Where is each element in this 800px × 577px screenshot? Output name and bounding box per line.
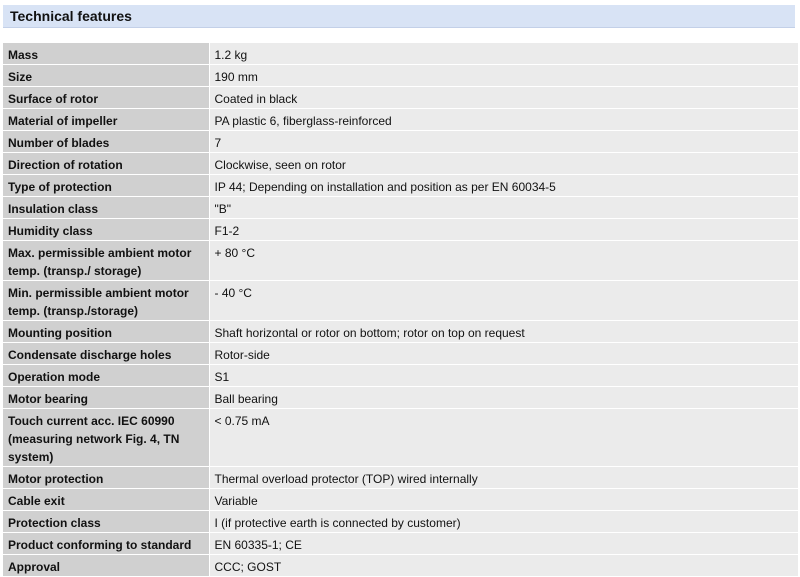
spec-value: 1.2 kg [209,43,798,65]
spec-label: Motor bearing [3,387,209,409]
spec-value: Shaft horizontal or rotor on bottom; rotor on top on request [209,321,798,343]
spec-value: PA plastic 6, fiberglass-reinforced [209,109,798,131]
table-row [3,175,798,197]
table-row [3,511,798,533]
spec-label: Protection class [3,511,209,533]
spec-value: IP 44; Depending on installation and position as per EN 60034-5 [209,175,798,197]
table-row [3,321,798,343]
spec-label: Condensate discharge holes [3,343,209,365]
spec-value: CCC; GOST [209,555,798,577]
table-row [3,241,798,281]
table-row [3,409,798,467]
spec-label: Humidity class [3,219,209,241]
spec-label: Size [3,65,209,87]
spec-value: < 0.75 mA [209,409,798,467]
spec-label: Number of blades [3,131,209,153]
table-row [3,219,798,241]
spec-value: I (if protective earth is connected by customer) [209,511,798,533]
spec-value: 190 mm [209,65,798,87]
spec-label: Direction of rotation [3,153,209,175]
section-header [3,5,795,28]
spec-label: Mass [3,43,209,65]
table-row [3,533,798,555]
table-row [3,197,798,219]
spec-value: EN 60335-1; CE [209,533,798,555]
spec-value: 7 [209,131,798,153]
spec-value: Rotor-side [209,343,798,365]
spec-label: Cable exit [3,489,209,511]
spec-label: Min. permissible ambient motor temp. (transp./storage) [3,281,209,321]
spec-label: Insulation class [3,197,209,219]
table-row [3,65,798,87]
spec-label: Motor protection [3,467,209,489]
table-row [3,109,798,131]
spec-label: Mounting position [3,321,209,343]
table-row [3,87,798,109]
spec-value: Clockwise, seen on rotor [209,153,798,175]
table-row [3,555,798,577]
table-row [3,43,798,65]
table-row [3,365,798,387]
table-row [3,131,798,153]
spec-label: Approval [3,555,209,577]
spec-value: F1-2 [209,219,798,241]
spec-value: S1 [209,365,798,387]
spec-value: Variable [209,489,798,511]
spec-label: Touch current acc. IEC 60990 (measuring network Fig. 4, TN system) [3,409,209,467]
spec-value: + 80 °C [209,241,798,281]
table-row [3,343,798,365]
spec-label: Material of impeller [3,109,209,131]
spec-table [3,43,798,577]
table-row [3,387,798,409]
spec-value: Thermal overload protector (TOP) wired internally [209,467,798,489]
spec-label: Product conforming to standard [3,533,209,555]
table-row [3,153,798,175]
table-row [3,467,798,489]
spec-label: Operation mode [3,365,209,387]
section-title: Technical features [10,8,132,24]
spec-label: Type of protection [3,175,209,197]
spec-value: Coated in black [209,87,798,109]
spec-value: Ball bearing [209,387,798,409]
table-row [3,281,798,321]
table-row [3,489,798,511]
spec-value: "B" [209,197,798,219]
spec-label: Surface of rotor [3,87,209,109]
spec-value: - 40 °C [209,281,798,321]
spec-label: Max. permissible ambient motor temp. (transp./ storage) [3,241,209,281]
